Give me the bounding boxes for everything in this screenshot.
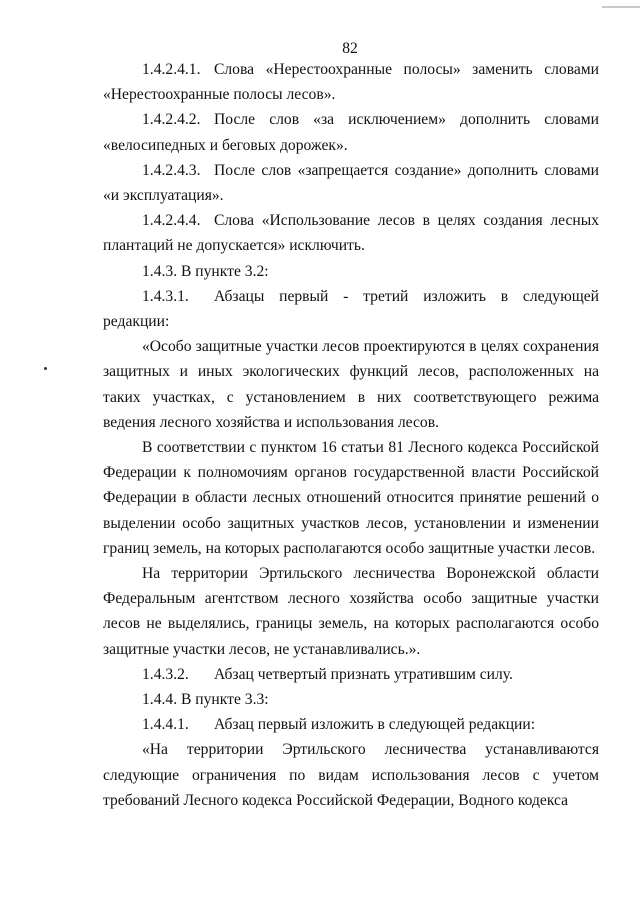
paragraph-13 [103, 737, 599, 813]
paragraph-text: В соответствии с пунктом 16 статьи 81 Лесного кодекса Российской Федерации к полномочиям органов государственной власти Российской Федерации в области лесных отношений относится принятие решений о выделении особо защитных участков лесов, установлении и изменении границ земель, на которых располагаются особо защитные участки лесов. [103, 439, 599, 557]
paragraph-7 [103, 334, 599, 435]
paragraph-text: 1.4.3. В пункте 3.2: [142, 262, 269, 280]
paragraph-text: «Особо защитные участки лесов проектируются в целях сохранения защитных и иных экологических функций лесов, расположенных на таких участках, с установлением в них соответствующего режима ведения лесного хозяйства и использования лесов. [103, 338, 599, 431]
paragraph-number: 1.4.2.4.2. [142, 111, 201, 129]
paragraph-text: Слова «Нерестоохранные полосы» заменить словами «Нерестоохранные полосы лесов». [103, 61, 599, 104]
paragraph-2 [103, 107, 599, 157]
document-body [103, 57, 599, 813]
paragraph-1 [103, 57, 599, 107]
paragraph-text: После слов «за исключением» дополнить словами «велосипедных и беговых дорожек». [103, 111, 599, 154]
paragraph-4 [103, 208, 599, 258]
paragraph-9 [103, 561, 599, 662]
paragraph-text: Абзац четвертый признать утратившим силу. [214, 665, 513, 683]
paragraph-number: 1.4.2.4.3. [142, 161, 201, 179]
paragraph-number: 1.4.3.1. [142, 287, 189, 305]
paragraph-5 [103, 259, 599, 284]
scan-speck [44, 367, 47, 370]
paragraph-12 [103, 712, 599, 737]
page-number: 82 [342, 40, 358, 57]
paragraph-10 [103, 662, 599, 687]
paragraph-text: На территории Эртильского лесничества Воронежской области Федеральным агентством лесного хозяйства особо защитные участки лесов не выделялись, границы земель, на которых располагаются особо защитные участки лесов, не устанавливались.». [103, 565, 599, 658]
scan-edge-mark [602, 6, 640, 8]
paragraph-3 [103, 158, 599, 208]
paragraph-text: Абзацы первый - третий изложить в следующей редакции: [103, 287, 599, 331]
paragraph-text: Абзац первый изложить в следующей редакции: [214, 716, 536, 734]
paragraph-text: Слова «Использование лесов в целях создания лесных плантаций не допускается» исключить. [103, 212, 599, 255]
paragraph-11 [103, 687, 599, 712]
paragraph-number: 1.4.2.4.4. [142, 212, 201, 230]
paragraph-text: После слов «запрещается создание» дополнить словами «и эксплуатация». [103, 161, 599, 205]
paragraph-8 [103, 435, 599, 561]
paragraph-6 [103, 284, 599, 334]
paragraph-text: 1.4.4. В пункте 3.3: [142, 691, 269, 709]
paragraph-number: 1.4.3.2. [142, 665, 189, 683]
paragraph-text: «На территории Эртильского лесничества устанавливаются следующие ограничения по видам использования лесов с учетом требований Лесного кодекса Российской Федерации, Водного кодекса [103, 741, 599, 809]
paragraph-number: 1.4.2.4.1. [142, 61, 201, 78]
paragraph-number: 1.4.4.1. [142, 716, 189, 734]
